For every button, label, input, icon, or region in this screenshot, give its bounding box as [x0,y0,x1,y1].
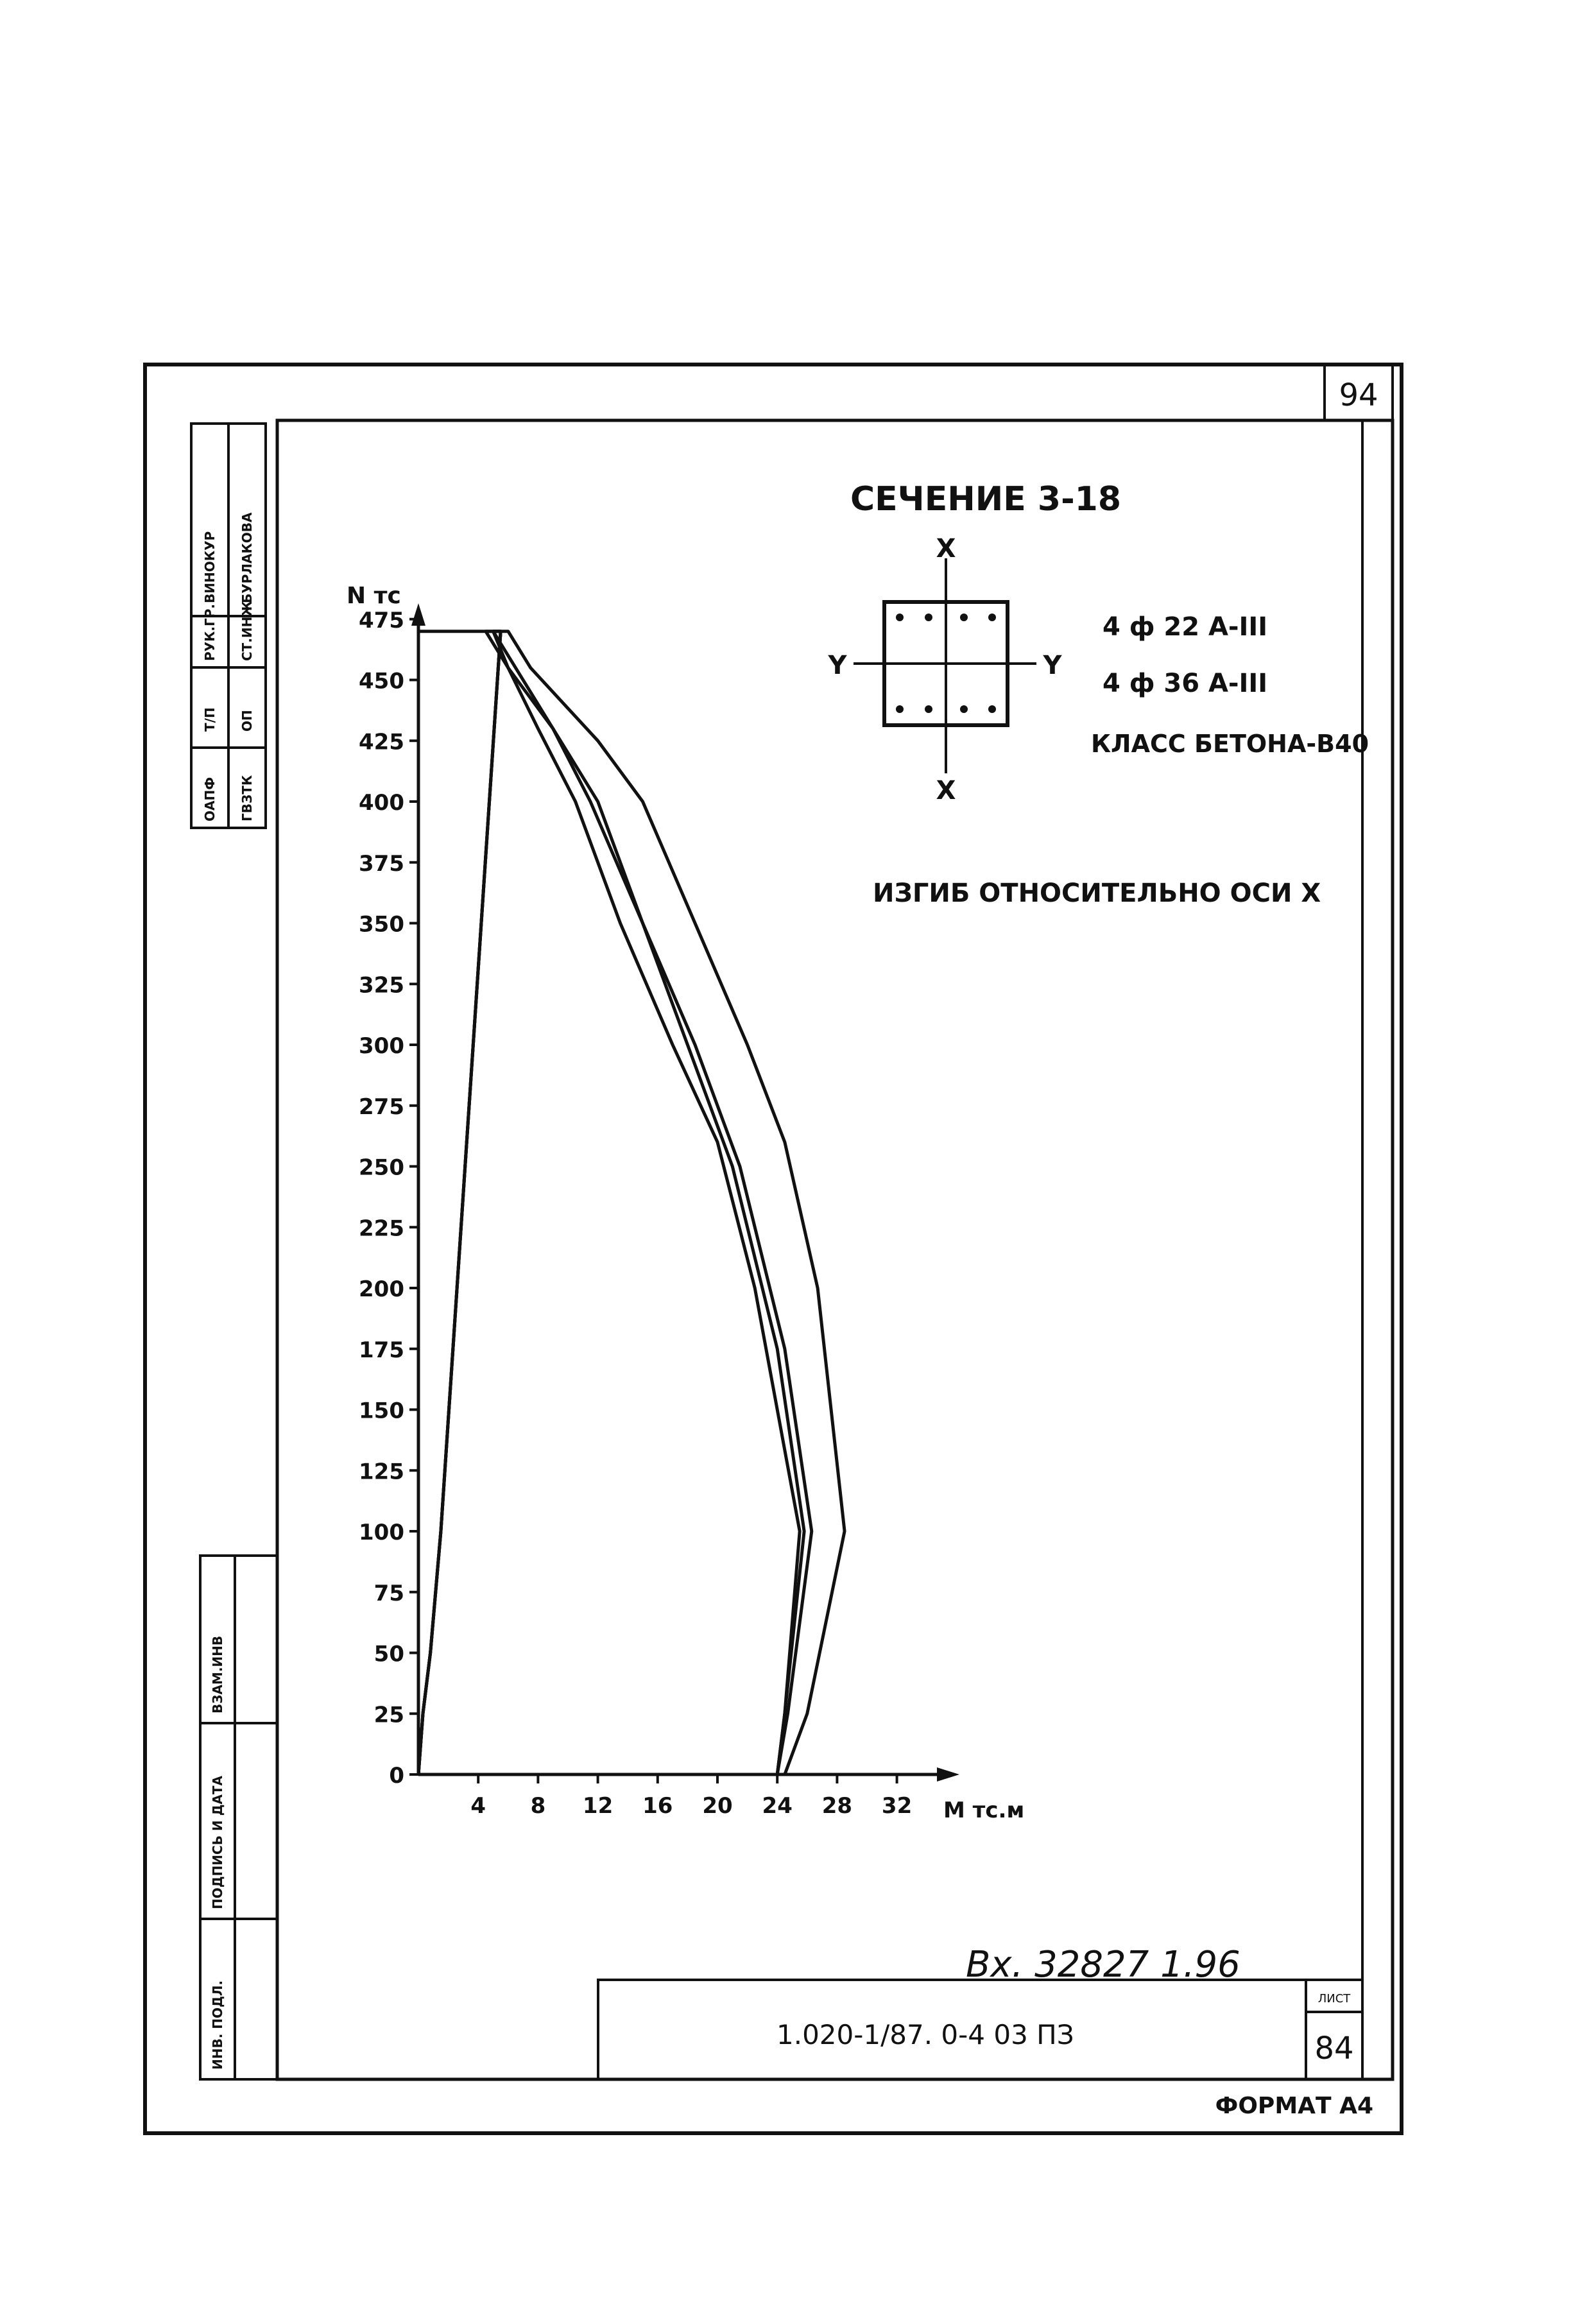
bending-note: ИЗГИБ ОТНОСИТЕЛЬНО ОСИ X [873,879,1321,908]
stamp-cell-gvztk: ГВЗТК [239,775,255,821]
x-axis-arrow [937,1767,959,1782]
y-tick-label: 75 [373,1580,404,1606]
y-tick-label: 425 [359,729,404,755]
x-ticks [470,1774,912,1819]
y-tick-label: 100 [359,1520,404,1545]
y-tick-label: 300 [359,1033,404,1059]
sheet-label: ЛИСТ [1317,1992,1351,2006]
y-tick-label: 275 [359,1094,404,1120]
section-axis-y-left: Y [828,651,847,680]
x-tick-label: 24 [762,1793,793,1819]
y-tick-label: 375 [359,850,404,877]
y-ticks [359,608,418,1789]
rebar-dot [896,614,904,621]
series-line-1 [418,631,845,1774]
stamp-cell-burlakova: БУРЛАКОВА [239,512,255,603]
stamp-inv-podl: ИНВ. ПОДЛ. [210,1980,225,2070]
x-tick-label: 8 [530,1793,546,1819]
rebar-spec-2: 4 ф 36 А-III [1103,669,1268,698]
rebar-dot [960,705,968,713]
section-axis-y-right: Y [1043,651,1062,680]
doc-code: 1.020-1/87. 0-4 03 ПЗ [777,2019,1074,2050]
y-axis-label: N тс [347,583,401,609]
y-tick-label: 175 [359,1337,404,1363]
rebar-dot [925,705,932,713]
y-tick-label: 25 [373,1702,404,1728]
page-number-top: 94 [1339,377,1378,413]
interaction-chart [347,583,1024,1823]
y-tick-label: 475 [359,607,404,633]
stamp-cell-ruk: РУК.ГР. [202,603,218,661]
rebar-dot [988,705,996,713]
rebar-spec-1: 4 ф 22 А-III [1103,612,1268,642]
stamp-vzam-inv: ВЗАМ.ИНВ [210,1635,225,1714]
x-tick-label: 32 [881,1793,913,1819]
y-tick-label: 325 [359,972,404,999]
y-tick-label: 200 [359,1276,404,1302]
x-tick-label: 12 [582,1793,614,1819]
y-tick-label: 450 [359,668,404,694]
y-axis-arrow [411,603,425,626]
y-tick-label: 250 [359,1155,404,1181]
y-tick-label: 225 [359,1215,404,1242]
y-tick-label: 150 [359,1398,404,1424]
stamp-cell-oapf: ОАПФ [202,777,218,821]
stamp-cell-vinokur: ВИНОКУР [202,531,218,603]
y-tick-label: 125 [359,1459,404,1485]
format-label: ФОРМАТ А4 [1215,2093,1373,2119]
stamp-podpis-data: ПОДПИСЬ И ДАТА [210,1775,225,1909]
sheet-number: 84 [1314,2031,1354,2066]
y-tick-label: 0 [389,1763,404,1789]
x-axis-label: M тс.м [943,1798,1025,1823]
series-line-2 [418,631,812,1774]
x-tick-label: 28 [821,1793,853,1819]
y-tick-label: 400 [359,790,404,816]
stamp-cell-stinzh: СТ.ИНЖ [239,601,255,661]
stamp-cell-op: ОП [239,710,255,732]
y-tick-label: 350 [359,911,404,938]
x-tick-label: 4 [470,1793,486,1819]
rebar-dot [896,705,904,713]
x-tick-label: 16 [642,1793,673,1819]
series-lines [418,631,845,1774]
series-line-4 [418,631,804,1774]
rebar-dot [988,614,996,621]
cross-section [828,534,1063,805]
section-axis-x-top: X [936,534,956,563]
handwritten-note: Вх. 32827 1.96 [966,1944,1240,1986]
rebar-dot [925,614,932,621]
chart-title: СЕЧЕНИЕ 3-18 [850,480,1122,519]
y-tick-label: 50 [373,1641,404,1667]
rebar-dot [960,614,968,621]
stamp-cell-tp: Т/П [202,707,218,732]
section-axis-x-bottom: X [936,776,956,805]
concrete-class: КЛАСС БЕТОНА-В40 [1091,730,1369,758]
x-tick-label: 20 [702,1793,733,1819]
